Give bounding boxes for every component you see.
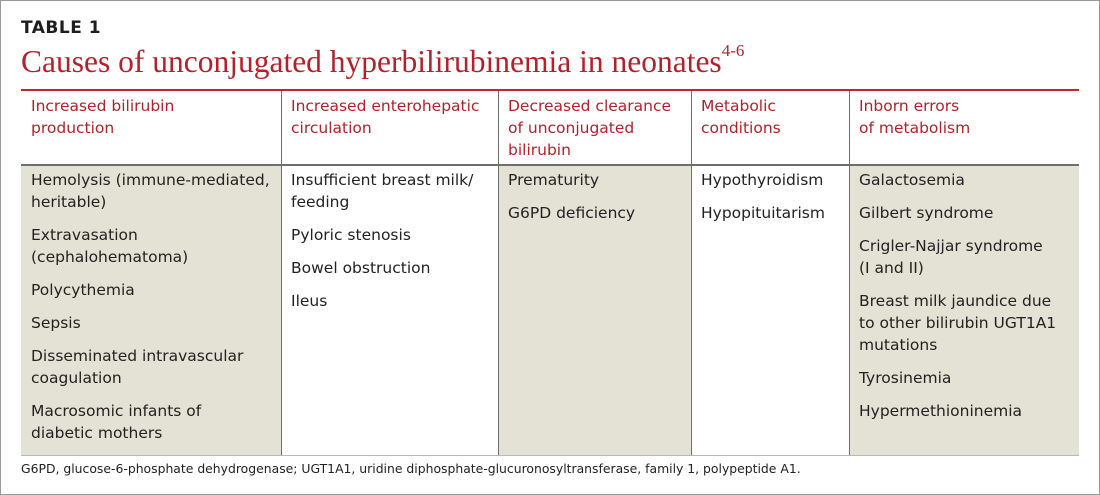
list-item-line: (I and II)	[859, 259, 924, 277]
list-item-line: feeding	[291, 193, 350, 211]
header-line: Inborn errors	[859, 97, 960, 115]
list-item-line: heritable)	[31, 193, 107, 211]
list-item-line: Crigler-Najjar syndrome	[859, 237, 1043, 255]
list-item-line: Hypermethioninemia	[859, 402, 1023, 420]
header-line: circulation	[291, 119, 372, 137]
list-item-line: Ileus	[291, 292, 328, 310]
list-item-line: Bowel obstruction	[291, 259, 431, 277]
list-item	[859, 400, 1056, 422]
header-line: production	[31, 119, 115, 137]
column-decreased-clearance	[508, 169, 635, 235]
list-item-line: Breast milk jaundice due	[859, 292, 1052, 310]
list-item	[859, 367, 1056, 389]
list-item	[31, 345, 270, 389]
list-item-line: Extravasation	[31, 226, 138, 244]
list-item	[31, 312, 270, 334]
column-divider	[849, 91, 850, 455]
header-increased-bilirubin-production	[31, 95, 174, 139]
footnote: G6PD, glucose-6-phosphate dehydrogenase; UGT1A1, uridine diphosphate-glucuronosyltransferase, family 1, polypeptide A1.	[21, 461, 801, 476]
list-item-line: coagulation	[31, 369, 122, 387]
list-item	[291, 290, 473, 312]
list-item	[291, 257, 473, 279]
list-item	[31, 224, 270, 268]
list-item-line: Macrosomic infants of	[31, 402, 202, 420]
column-divider	[281, 91, 282, 455]
column-increased-enterohepatic-circulation	[291, 169, 473, 323]
list-item-line: G6PD deficiency	[508, 204, 636, 222]
list-item-line: mutations	[859, 336, 938, 354]
list-item-line: Gilbert syndrome	[859, 204, 994, 222]
list-item	[859, 290, 1056, 356]
list-item	[701, 169, 825, 191]
header-line: of metabolism	[859, 119, 971, 137]
column-increased-bilirubin-production	[31, 169, 270, 455]
header-line: bilirubin	[508, 141, 571, 159]
list-item-line: Insufficient breast milk/	[291, 171, 474, 189]
column-divider	[498, 91, 499, 455]
header-increased-enterohepatic-circulation	[291, 95, 479, 139]
header-inborn-errors	[859, 95, 970, 139]
header-line: Increased bilirubin	[31, 97, 175, 115]
header-line: Increased enterohepatic	[291, 97, 480, 115]
list-item-line: Hemolysis (immune-mediated,	[31, 171, 270, 189]
list-item-line: Galactosemia	[859, 171, 965, 189]
bottom-rule	[21, 455, 1079, 456]
header-rule	[21, 164, 1079, 166]
list-item	[859, 169, 1056, 191]
table-title	[21, 41, 745, 80]
list-item	[31, 400, 270, 444]
header-decreased-clearance	[508, 95, 671, 161]
list-item	[701, 202, 825, 224]
list-item-line: to other bilirubin UGT1A1	[859, 314, 1057, 332]
list-item	[859, 202, 1056, 224]
list-item	[291, 224, 473, 246]
list-item-line: Hypothyroidism	[701, 171, 824, 189]
list-item-line: Sepsis	[31, 314, 81, 332]
table-label: TABLE 1	[21, 18, 102, 38]
header-line: Metabolic	[701, 97, 776, 115]
header-line: conditions	[701, 119, 781, 137]
list-item	[31, 279, 270, 301]
column-inborn-errors	[859, 169, 1056, 433]
list-item-line: Polycythemia	[31, 281, 135, 299]
list-item-line: Hypopituitarism	[701, 204, 825, 222]
list-item	[291, 169, 473, 213]
title-rule	[21, 89, 1079, 91]
list-item	[508, 169, 635, 191]
column-metabolic-conditions	[701, 169, 825, 235]
column-divider	[691, 91, 692, 455]
title-reference: 4-6	[721, 41, 745, 60]
title-text: Causes of unconjugated hyperbilirubinemia in neonates	[21, 44, 722, 79]
list-item-line: Disseminated intravascular	[31, 347, 244, 365]
list-item-line: diabetic mothers	[31, 424, 163, 442]
header-metabolic-conditions	[701, 95, 781, 139]
list-item	[859, 235, 1056, 279]
list-item-line: (cephalohematoma)	[31, 248, 189, 266]
list-item	[31, 169, 270, 213]
list-item	[508, 202, 635, 224]
list-item-line: Pyloric stenosis	[291, 226, 411, 244]
list-item-line: Tyrosinemia	[859, 369, 952, 387]
header-line: Decreased clearance	[508, 97, 672, 115]
header-line: of unconjugated	[508, 119, 635, 137]
list-item-line: Prematurity	[508, 171, 600, 189]
